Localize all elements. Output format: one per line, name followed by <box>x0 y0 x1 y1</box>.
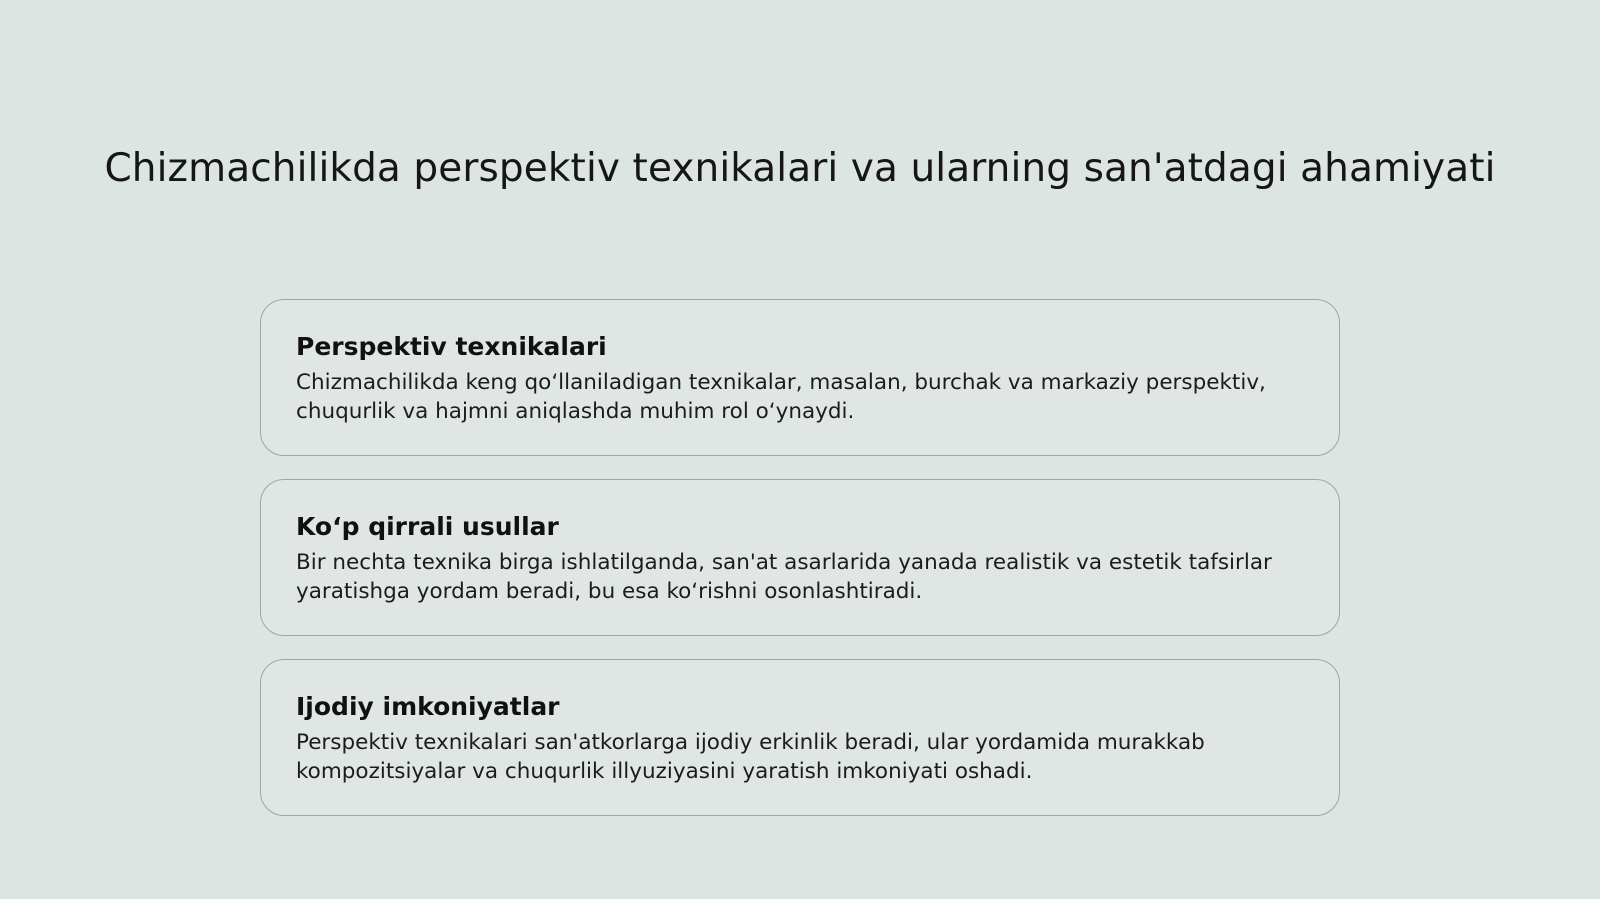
card-heading: Ijodiy imkoniyatlar <box>296 692 560 721</box>
card-heading: Perspektiv texnikalari <box>296 332 607 361</box>
card-text: Perspektiv texnikalari san'atkorlarga ijodiy erkinlik beradi, ular yordamida murakkab kompozitsiyalar va chuqurlik illyuziyasini yaratish imkoniyati oshadi. <box>296 730 1205 784</box>
card-multifaceted-methods <box>260 479 1340 636</box>
card-list <box>260 299 1340 839</box>
card-creative-possibilities <box>260 659 1340 816</box>
card-text: Bir nechta texnika birga ishlatilganda, san'at asarlarida yanada realistik va estetik tafsirlar yaratishga yordam beradi, bu esa ko‘rishni osonlashtiradi. <box>296 550 1272 604</box>
card-perspective-techniques <box>260 299 1340 456</box>
card-text: Chizmachilikda keng qo‘llaniladigan texnikalar, masalan, burchak va markaziy perspektiv, chuqurlik va hajmni aniqlashda muhim rol o‘ynaydi. <box>296 370 1266 424</box>
slide-title: Chizmachilikda perspektiv texnikalari va ularning san'atdagi ahamiyati <box>104 146 1496 191</box>
card-heading: Ko‘p qirrali usullar <box>296 512 559 541</box>
